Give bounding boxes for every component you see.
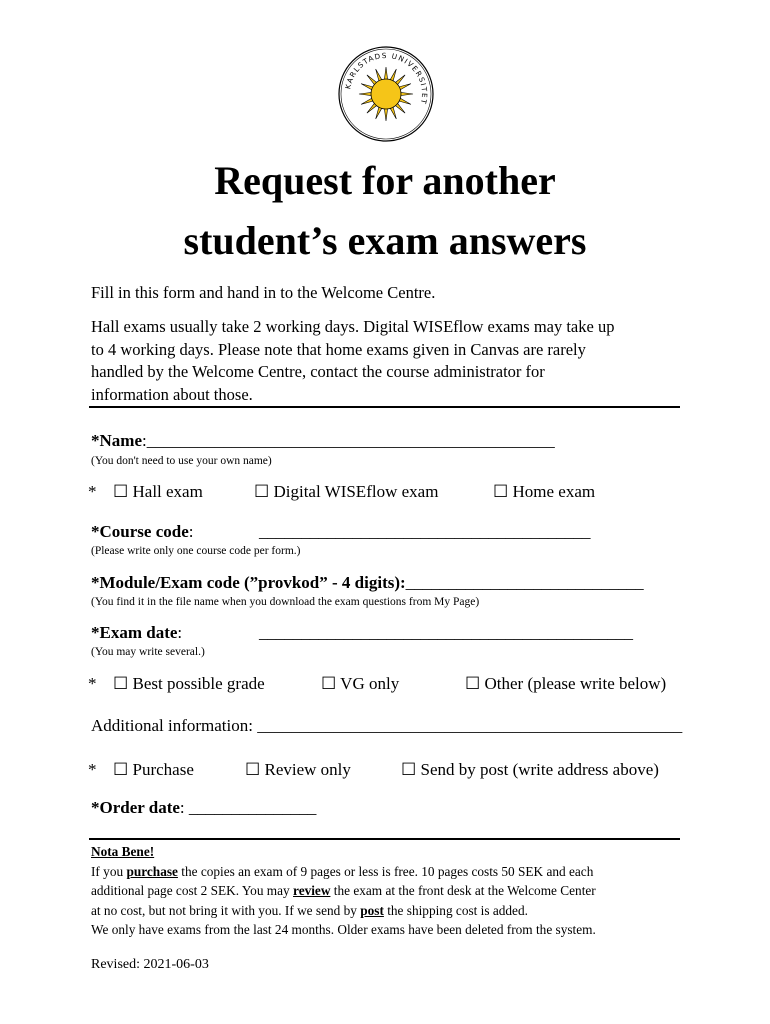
nota-bene-line: If you purchase the copies an exam of 9 pages or less is free. 10 pages costs 50 SEK and each — [91, 863, 594, 879]
intro-line: to 4 working days. Please note that home exams given in Canvas are rarely — [91, 339, 586, 359]
order-date-field[interactable] — [91, 798, 316, 818]
order-date-label: *Order date — [91, 798, 180, 817]
course-code-colon: : — [188, 522, 194, 541]
additional-info-label: Additional information: — [91, 716, 253, 735]
additional-info-blank[interactable]: __________________________________________________ — [257, 716, 683, 735]
name-blank[interactable]: ________________________________________________ — [146, 431, 555, 450]
bottom-divider — [89, 838, 680, 840]
revised-date: Revised: 2021-06-03 — [91, 957, 209, 972]
module-code-label: *Module/Exam code (”provkod” - 4 digits): — [91, 573, 406, 592]
module-code-blank[interactable]: ____________________________ — [405, 573, 644, 592]
checkbox-send-by-post[interactable]: ☐ Send by post (write address above) — [401, 760, 659, 779]
exam-date-label: *Exam date — [91, 623, 178, 642]
module-code-hint: (You find it in the file name when you download the exam questions from My Page) — [91, 596, 480, 608]
checkbox-review-only[interactable]: ☐ Review only — [245, 760, 351, 779]
exam-date-colon: : — [177, 623, 183, 642]
course-code-blank[interactable]: _______________________________________ — [259, 522, 591, 541]
top-divider — [89, 406, 680, 408]
intro-line: handled by the Welcome Centre, contact the course administrator for — [91, 362, 545, 381]
intro-line: information about those. — [91, 384, 253, 404]
intro-paragraph — [91, 316, 614, 406]
page-title-line-1: Request for another — [214, 158, 556, 203]
order-date-blank[interactable]: _______________ — [188, 798, 317, 817]
order-date-colon: : — [179, 798, 185, 817]
keyword-review: review — [293, 883, 331, 898]
checkbox-home-exam[interactable]: ☐ Home exam — [493, 482, 596, 501]
intro-line: Hall exams usually take 2 working days. Digital WISEflow exams may take up — [91, 317, 615, 336]
checkbox-digital-wiseflow-exam[interactable]: ☐ Digital WISEflow exam — [254, 482, 439, 501]
grade-required-star: * — [88, 674, 97, 693]
name-colon: : — [141, 431, 147, 450]
checkbox-purchase[interactable]: ☐ Purchase — [113, 760, 194, 779]
nota-bene-line: at no cost, but not bring it with you. If we send by post the shipping cost is added. — [91, 902, 528, 918]
module-code-field[interactable] — [91, 573, 644, 593]
checkbox-hall-exam[interactable]: ☐ Hall exam — [113, 482, 203, 501]
course-code-label: *Course code — [91, 522, 189, 541]
exam-date-label-wrap — [91, 623, 182, 643]
course-code-hint: (Please write only one course code per form.) — [91, 545, 301, 557]
university-seal-logo — [336, 44, 436, 144]
nota-bene-section — [91, 842, 691, 940]
name-field[interactable] — [91, 431, 555, 451]
nota-bene-line: additional page cost 2 SEK. You may review the exam at the front desk at the Welcome Center — [91, 883, 596, 898]
name-hint: (You don't need to use your own name) — [91, 455, 272, 467]
checkbox-other[interactable]: ☐ Other (please write below) — [465, 674, 667, 693]
exam-type-required-star: * — [88, 482, 97, 501]
exam-date-blank[interactable]: ____________________________________________ — [259, 623, 633, 642]
checkbox-best-possible-grade[interactable]: ☐ Best possible grade — [113, 674, 265, 693]
checkbox-vg-only[interactable]: ☐ VG only — [321, 674, 400, 693]
delivery-required-star: * — [88, 760, 97, 779]
seal-ring-text: KARLSTADS UNIVERSITET — [343, 50, 430, 106]
nota-bene-line: We only have exams from the last 24 months. Older exams have been deleted from the system. — [91, 922, 596, 937]
additional-info-field[interactable] — [91, 716, 682, 736]
page-title-line-2: student’s exam answers — [183, 218, 587, 263]
keyword-purchase: purchase — [126, 863, 178, 879]
intro-instruction: Fill in this form and hand in to the Welcome Centre. — [91, 283, 436, 302]
keyword-post: post — [360, 902, 384, 918]
name-label: *Name — [91, 431, 142, 450]
exam-date-hint: (You may write several.) — [91, 646, 205, 658]
course-code-label-wrap — [91, 522, 193, 542]
nota-bene-heading: Nota Bene! — [91, 844, 155, 859]
